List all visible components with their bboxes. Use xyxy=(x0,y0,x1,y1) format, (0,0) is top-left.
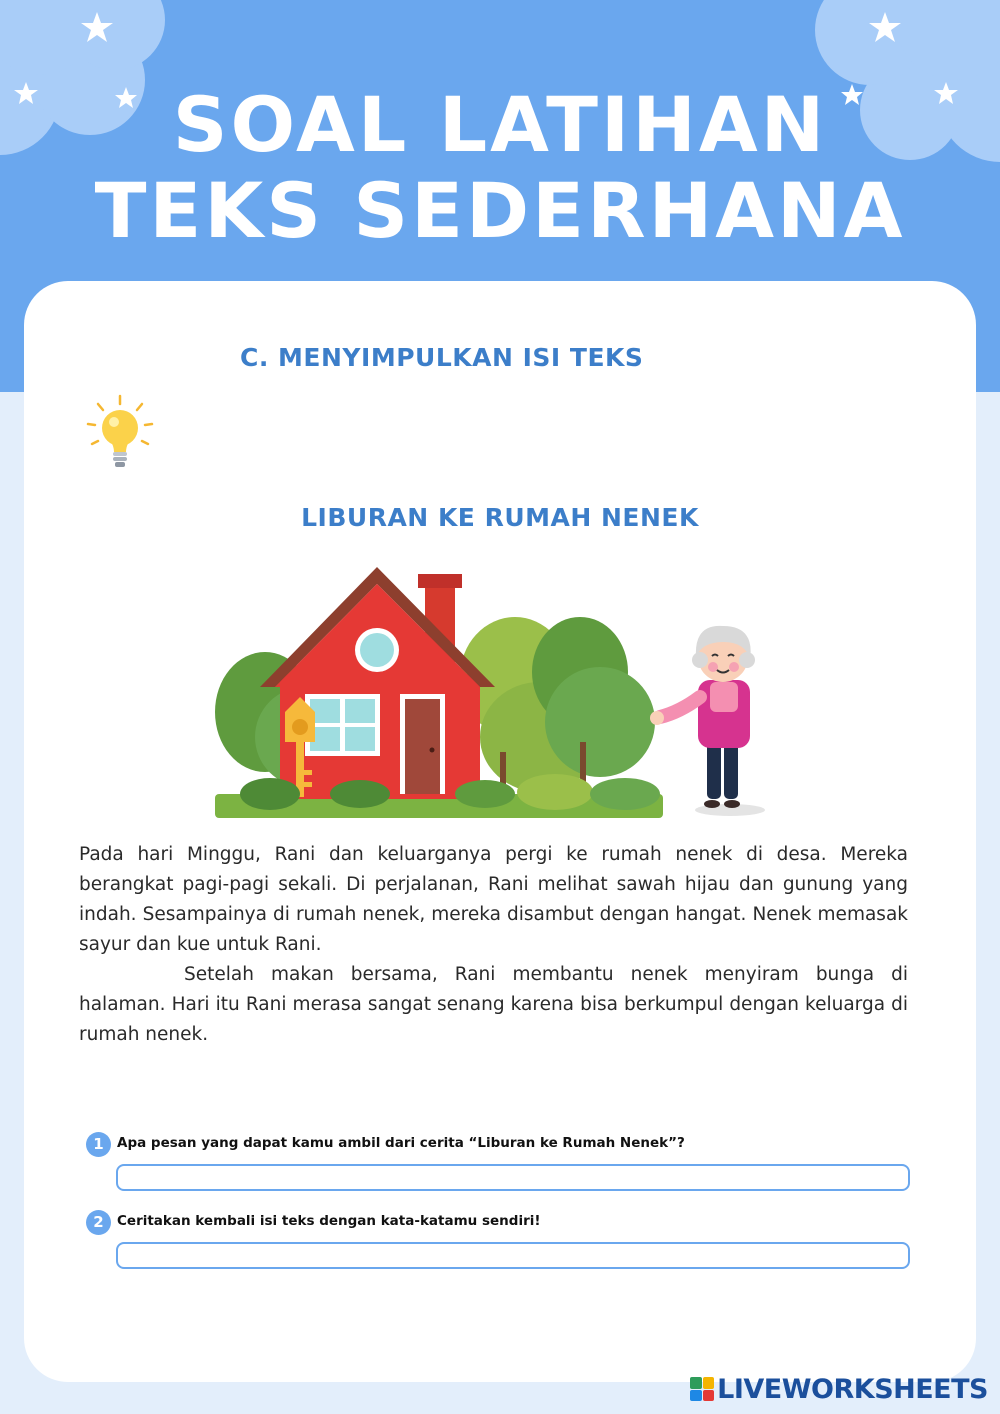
answer-input-1[interactable] xyxy=(116,1164,910,1191)
lightbulb-icon xyxy=(84,394,156,474)
question-number-badge: 2 xyxy=(86,1210,111,1235)
question-number-badge: 1 xyxy=(86,1132,111,1157)
story-text xyxy=(79,840,908,1050)
brand-wordmark: LIVEWORKSHEETS xyxy=(717,1373,988,1405)
question-text: Ceritakan kembali isi teks dengan kata-katamu sendiri! xyxy=(117,1213,541,1229)
red-house xyxy=(260,567,495,799)
story-paragraph-1: Pada hari Minggu, Rani dan keluarganya pergi ke rumah nenek di desa. Mereka berangkat pagi-pagi sekali. Di perjalanan, Rani melihat sawah hijau dan gunung yang indah. Sesampainya di rumah nenek, mereka disambut dengan hangat. Nenek memasak sayur dan kue untuk Rani. xyxy=(79,844,908,955)
grandmother-figure xyxy=(650,626,765,816)
worksheet-title xyxy=(0,82,1000,254)
section-heading: C. MENYIMPULKAN ISI TEKS xyxy=(240,343,644,372)
question-text: Apa pesan yang dapat kamu ambil dari cerita “Liburan ke Rumah Nenek”? xyxy=(117,1135,685,1151)
story-title: LIBURAN KE RUMAH NENEK xyxy=(301,503,699,532)
story-paragraph-2: Setelah makan bersama, Rani membantu nenek menyiram bunga di halaman. Hari itu Rani merasa sangat senang karena bisa berkumpul dengan keluarga di rumah nenek. xyxy=(79,964,908,1045)
answer-input-2[interactable] xyxy=(116,1242,910,1269)
title-line-1: SOAL LATIHAN xyxy=(172,80,828,169)
liveworksheets-brand xyxy=(690,1374,988,1404)
house-and-grandmother-illustration xyxy=(210,562,780,824)
liveworksheets-logo-icon xyxy=(690,1377,714,1401)
title-line-2: TEKS SEDERHANA xyxy=(94,166,906,255)
